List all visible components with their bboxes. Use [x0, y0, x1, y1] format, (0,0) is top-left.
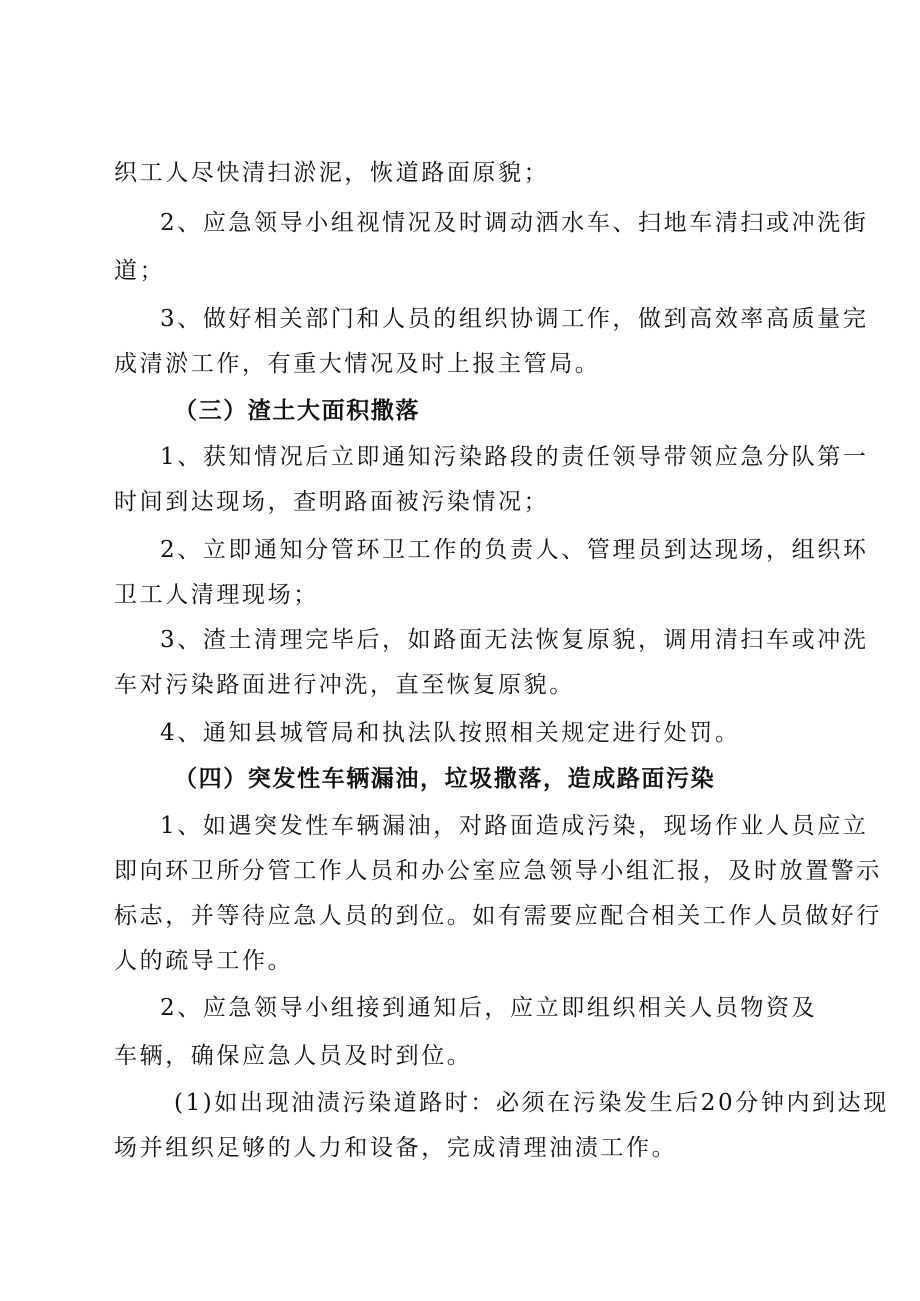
paragraph-line: 1、如遇突发性车辆漏油，对路面造成污染，现场作业人员应立 [160, 813, 869, 839]
paragraph-line: 车对污染路面进行冲洗，直至恢复原貌。 [114, 672, 575, 698]
paragraph-line: 2、应急领导小组视情况及时调动洒水车、扫地车清扫或冲洗街 [160, 210, 869, 236]
paragraph-line: 2、立即通知分管环卫工作的负责人、管理员到达现场，组织环 [160, 537, 869, 563]
paragraph-line: 时间到达现场，查明路面被污染情况； [114, 489, 550, 515]
paragraph-line: 人的疏导工作。 [114, 948, 294, 974]
paragraph-line: 场并组织足够的人力和设备，完成清理油渍工作。 [114, 1135, 678, 1161]
paragraph-line: 织工人尽快清扫淤泥，恢道路面原貌； [114, 160, 550, 186]
paragraph-line: 成清淤工作，有重大情况及时上报主管局。 [114, 351, 601, 377]
paragraph-line: 道； [114, 258, 166, 284]
paragraph-line: 即向环卫所分管工作人员和办公室应急领导小组汇报，及时放置警示 [114, 858, 882, 884]
paragraph-line: (1)如出现油渍污染道路时：必须在污染发生后20分钟内到达现 [174, 1090, 889, 1116]
paragraph-line: 1、获知情况后立即通知污染路段的责任领导带领应急分队第一 [160, 444, 869, 470]
paragraph-line: 卫工人清理现场； [114, 582, 319, 608]
paragraph-line: 2、应急领导小组接到通知后，应立即组织相关人员物资及 [160, 995, 818, 1021]
paragraph-line: 标志，并等待应急人员的到位。如有需要应配合相关工作人员做好行 [114, 903, 882, 929]
paragraph-line: 3、做好相关部门和人员的组织协调工作，做到高效率高质量完 [160, 306, 869, 332]
paragraph-line: 3、渣土清理完毕后，如路面无法恢复原貌，调用清扫车或冲洗 [160, 627, 869, 653]
paragraph-line: 车辆，确保应急人员及时到位。 [114, 1043, 473, 1069]
section-heading: （四）突发性车辆漏油，垃圾撒落，造成路面污染 [174, 766, 716, 792]
paragraph-line: 4、通知县城管局和执法队按照相关规定进行处罚。 [160, 720, 741, 746]
section-heading: （三）渣土大面积撒落 [174, 398, 420, 424]
